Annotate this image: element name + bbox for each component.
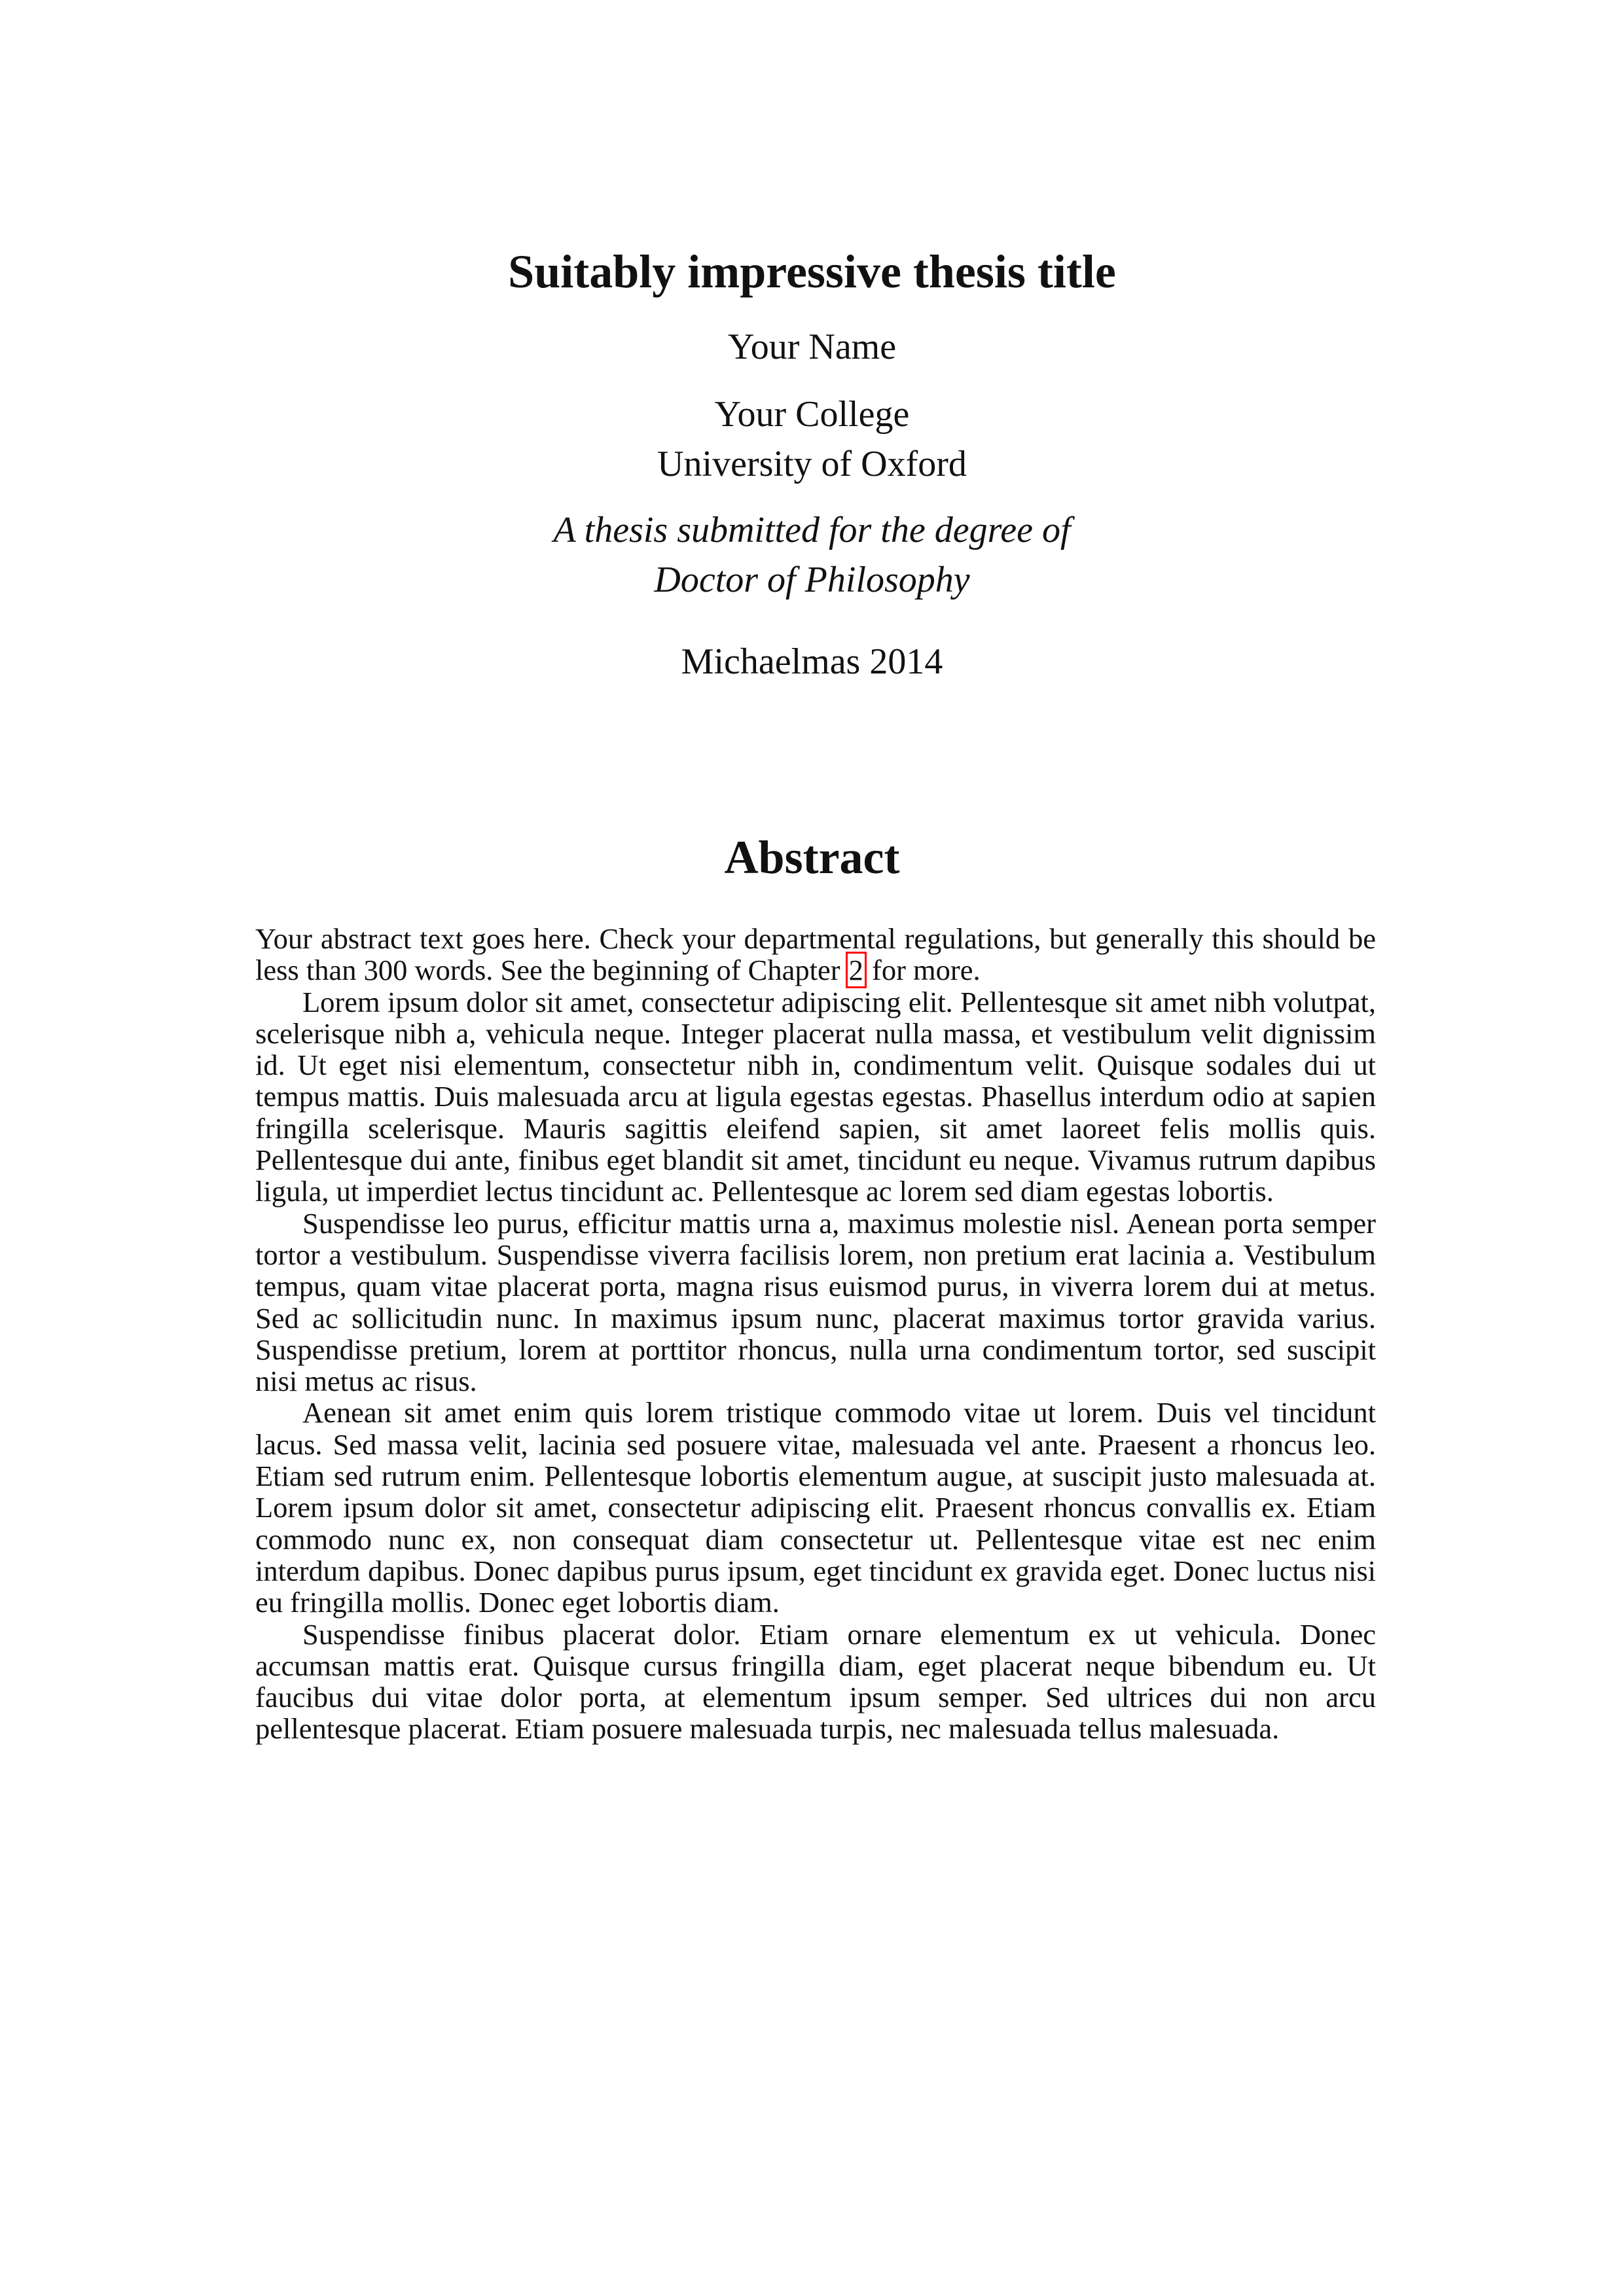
affiliation [0,389,1624,489]
college-name: Your College [714,394,910,435]
abstract-intro-tail: for more. [864,954,981,987]
chapter-reference-link[interactable]: 2 [848,954,863,987]
abstract-paragraph-3: Aenean sit amet enim quis lorem tristique commodo vitae ut lorem. Duis vel tincidunt lacus. Sed massa velit, lacinia sed posuere vitae, malesuada vel ante. Praesent a rhoncus leo. Etiam sed rutrum enim. Pellentesque lobortis elementum augue, at suscipit justo malesuada at. Lorem ipsum dolor sit amet, consectetur adipiscing elit. Praesent rhoncus convallis ex. Etiam commodo nunc ex, non consequat diam consectetur ut. Pellentesque vitae est nec enim interdum dapibus. Donec dapibus purus ipsum, eget tincidunt ex gravida eget. Donec luctus nisi eu fringilla mollis. Donec eget lobortis diam. [255,1396,1376,1619]
abstract-paragraph-4: Suspendisse finibus placerat dolor. Etiam ornare elementum ex ut vehicula. Donec accumsan mattis erat. Quisque cursus fringilla diam, eget placerat neque bibendum eu. Ut faucibus dui vitae dolor porta, at elementum ipsum semper. Sed ultrices dui non arcu pellentesque placerat. Etiam posuere malesuada turpis, nec malesuada tellus malesuada. [255,1617,1376,1746]
abstract-paragraph-2: Suspendisse leo purus, efficitur mattis urna a, maximus molestie nisl. Aenean porta semper tortor a vestibulum. Suspendisse viverra facilisis lorem, non pretium erat lacinia a. Vestibulum tempus, quam vitae placerat porta, magna risus euismod purus, in viverra lorem dui at metus. Sed ac sollicitudin nunc. In maximus ipsum nunc, placerat maximus tortor gravida varius. Suspendisse pretium, lorem at porttitor rhoncus, nulla urna condimentum tortor, sed suscipit nisi metus ac risus. [255,1206,1376,1398]
author-name: Your Name [727,327,897,367]
thesis-title: Suitably impressive thesis title [508,245,1116,298]
abstract-paragraph-1: Lorem ipsum dolor sit amet, consectetur adipiscing elit. Pellentesque sit amet nibh volutpat, scelerisque nibh a, vehicula neque. Integer placerat nulla massa, et vestibulum velit dignissim id. Ut eget nisi elementum, consectetur nibh in, condimentum velit. Quisque sodales dui ut tempus mattis. Duis malesuada arcu at ligula egestas egestas. Phasellus interdum odio at sapien fringilla scelerisque. Mauris sagittis eleifend sapien, sit amet laoreet felis mollis quis. Pellentesque dui ante, finibus eget blandit sit amet, tincidunt eu neque. Vivamus rutrum dapibus ligula, ut imperdiet lectus tincidunt ac. Pellentesque ac lorem sed diam egestas lobortis. [255,985,1376,1208]
degree-line-1: A thesis submitted for the degree of [553,510,1071,550]
degree-statement [0,505,1624,605]
abstract-body [255,923,1376,1745]
abstract-intro-text: Your abstract text goes here. Check your departmental regulations, but generally this should be less than 300 words. See the beginning of Chapter [255,922,1376,987]
abstract-heading: Abstract [724,831,900,884]
abstract-intro [255,923,1376,986]
submission-date: Michaelmas 2014 [681,641,943,682]
degree-line-2: Doctor of Philosophy [654,560,970,600]
university-name: University of Oxford [657,444,967,484]
